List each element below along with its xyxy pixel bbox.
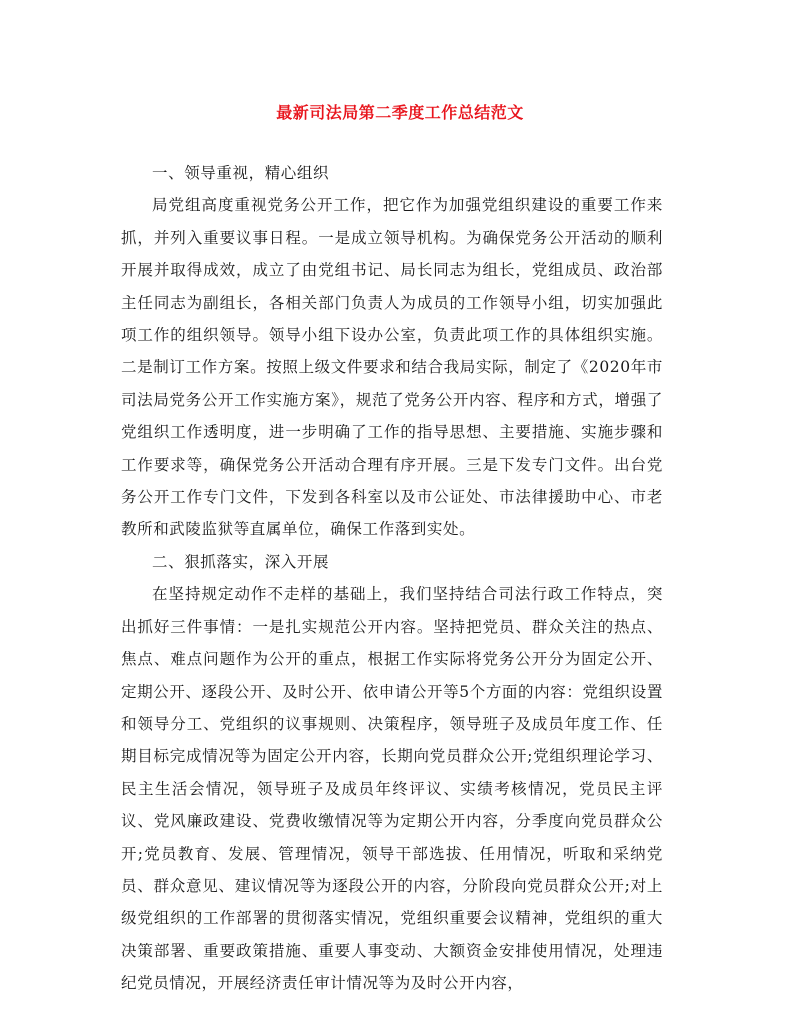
section-heading-2: 二、狠抓落实，深入开展 <box>152 552 330 571</box>
section-heading-1: 一、领导重视，精心组织 <box>152 164 330 182</box>
document-body <box>121 157 663 1000</box>
body-paragraph-1: 局党组高度重视党务公开工作，把它作为加强党组织建设的重要工作来抓，并列入重要议事日程。一是成立领导机构。为确保党务公开活动的顺利开展并取得成效，成立了由党组书记、局长同志为组长，党组成员、政治部主任同志为副组长，各相关部门负责人为成员的工作领导小组，切实加强此项工作的组织领导。领导小组下设办公室，负责此项工作的具体组织实施。二是制订工作方案。按照上级文件要求和结合我局实际，制定了《2020年市司法局党务公开工作实施方案》，规范了党务公开内容、程序和方式，增强了党组织工作透明度，进一步明确了工作的指导思想、主要措施、实施步骤和工作要求等，确保党务公开活动合理有序开展。三是下发专门文件。出台党务公开工作专门文件，下发到各科室以及市公证处、市法律援助中心、市老教所和武陵监狱等直属单位，确保工作落到实处。 <box>121 196 663 539</box>
document-title: 最新司法局第二季度工作总结范文 <box>276 103 524 122</box>
body-paragraph-2: 在坚持规定动作不走样的基础上，我们坚持结合司法行政工作特点，突出抓好三件事情：一是扎实规范公开内容。坚持把党员、群众关注的热点、焦点、难点问题作为公开的重点，根据工作实际将党务公开分为固定公开、定期公开、逐段公开、及时公开、依申请公开等5个方面的内容：党组织设置和领导分工、党组织的议事规则、决策程序，领导班子及成员年度工作、任期目标完成情况等为固定公开内容，长期向党员群众公开;党组织理论学习、民主生活会情况，领导班子及成员年终评议、实绩考核情况，党员民主评议、党风廉政建设、党费收缴情况等为定期公开内容，分季度向党员群众公开;党员教育、发展、管理情况，领导干部选拔、任用情况，听取和采纳党员、群众意见、建议情况等为逐段公开的内容，分阶段向党员群众公开;对上级党组织的工作部署的贯彻落实情况，党组织重要会议精神，党组织的重大决策部署、重要政策措施、重要人事变动、大额资金安排使用情况，处理违纪党员情况，开展经济责任审计情况等为及时公开内容， <box>121 585 663 993</box>
